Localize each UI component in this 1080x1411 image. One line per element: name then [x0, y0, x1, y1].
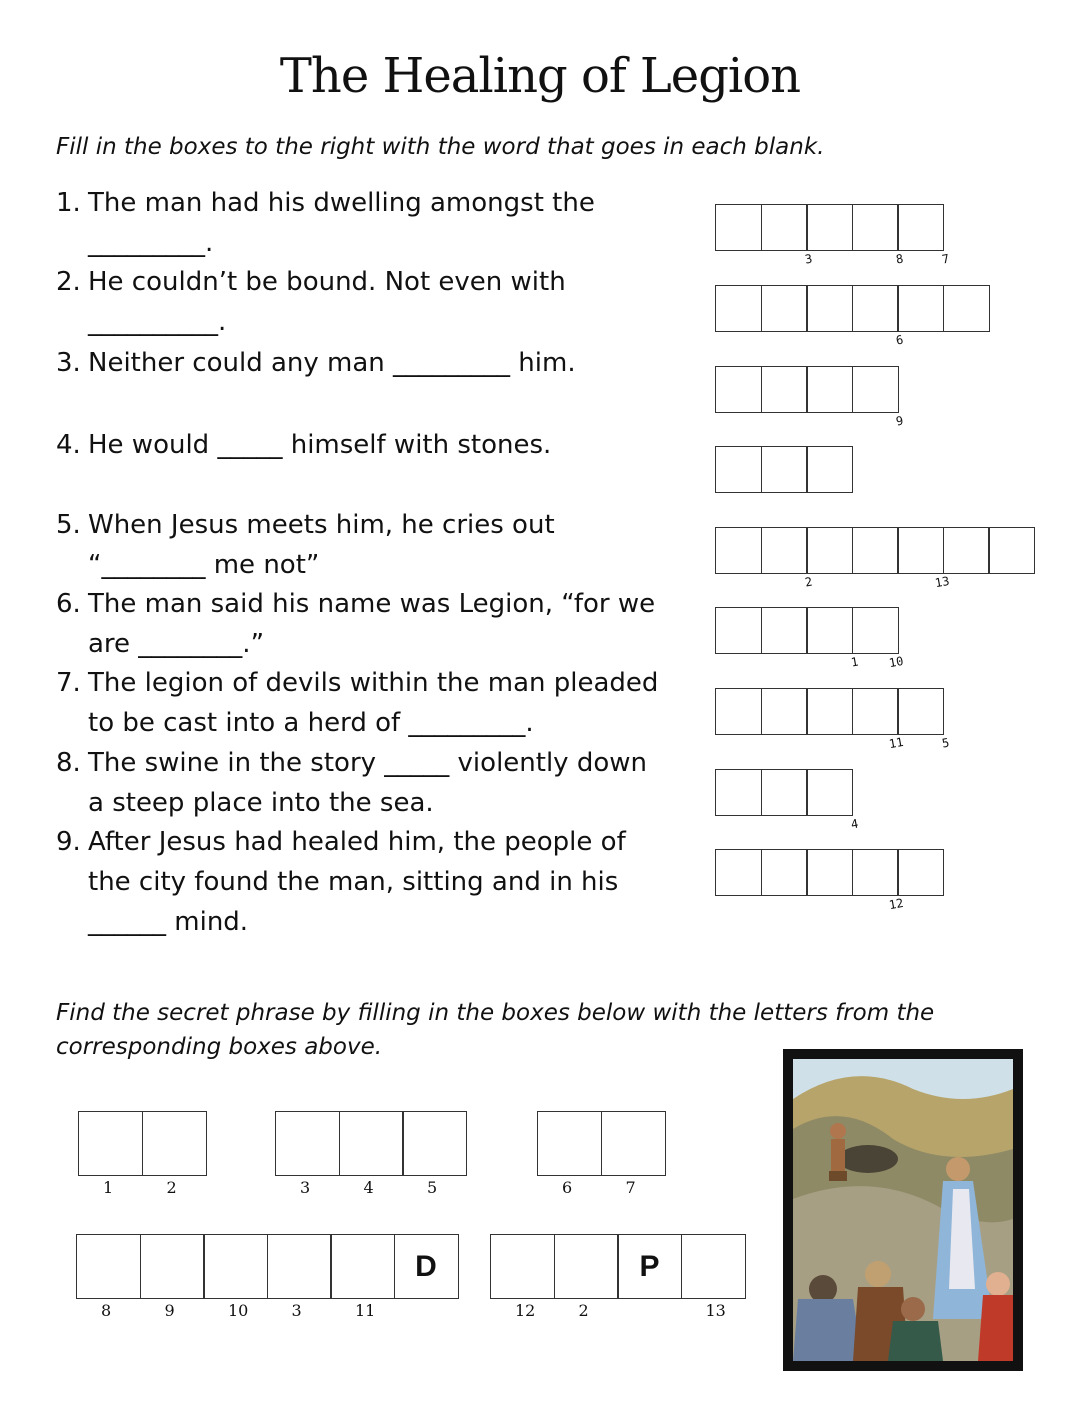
- question-text-continued: “________ me not”: [88, 550, 320, 580]
- secret-clue-number: 3: [291, 1301, 302, 1320]
- secret-clue-number: 4: [363, 1178, 374, 1197]
- secret-clue-number: 2: [578, 1301, 589, 1320]
- answer-boxes-3: [715, 366, 905, 429]
- question-5: [56, 505, 555, 585]
- answer-letter-box[interactable]: [715, 849, 762, 896]
- question-number: 7.: [56, 668, 81, 698]
- question-number: 4.: [56, 430, 81, 460]
- clue-number: 4: [849, 816, 860, 832]
- answer-letter-box[interactable]: [761, 527, 814, 590]
- secret-letter-box[interactable]: [601, 1111, 666, 1197]
- secret-clue-number: 6: [562, 1178, 573, 1197]
- answer-letter-box[interactable]: [715, 527, 762, 574]
- answer-letter-box[interactable]: [715, 204, 762, 251]
- question-number: 1.: [56, 188, 81, 218]
- answer-letter-box[interactable]: [715, 769, 762, 816]
- secret-letter-box[interactable]: [140, 1234, 205, 1320]
- question-number: 6.: [56, 589, 81, 619]
- clue-number: 2: [804, 574, 814, 590]
- question-text-continued: the city found the man, sitting and in his: [88, 867, 619, 897]
- secret-instructions-line-1: Find the secret phrase by filling in the boxes below with the letters from the: [56, 1000, 935, 1026]
- secret-letter-box[interactable]: [142, 1111, 207, 1197]
- answer-boxes-7: [715, 688, 951, 752]
- clue-number: 12: [887, 895, 905, 913]
- answer-letter-box[interactable]: [897, 204, 951, 267]
- answer-letter-box[interactable]: [852, 688, 905, 752]
- clue-number: 11: [887, 734, 905, 752]
- answer-letter-box[interactable]: [806, 446, 853, 493]
- answer-letter-box[interactable]: [988, 527, 1035, 574]
- secret-clue-number: 13: [705, 1301, 726, 1320]
- secret-letter: P: [639, 1249, 660, 1283]
- question-6: [56, 584, 655, 664]
- answer-letter-box[interactable]: [852, 849, 905, 913]
- answer-boxes-4: [715, 446, 853, 493]
- answer-letter-box[interactable]: [897, 688, 951, 751]
- question-text: He would _____ himself with stones.: [88, 430, 552, 460]
- answer-letter-box[interactable]: [806, 769, 860, 832]
- question-number: 8.: [56, 748, 81, 778]
- answer-letter-box[interactable]: [852, 285, 905, 348]
- secret-clue-number: 12: [515, 1301, 536, 1320]
- answer-letter-box[interactable]: [806, 527, 853, 574]
- answer-letter-box[interactable]: [761, 446, 808, 493]
- question-1: [56, 183, 595, 263]
- question-text: After Jesus had healed him, the people of: [88, 827, 626, 857]
- secret-clue-number: 3: [300, 1178, 311, 1197]
- question-text-continued: a steep place into the sea.: [88, 788, 434, 818]
- answer-letter-box[interactable]: [852, 366, 905, 429]
- question-2: [56, 262, 566, 342]
- clue-number: 6: [895, 332, 905, 348]
- secret-word-2: [275, 1111, 467, 1197]
- question-7: [56, 663, 658, 743]
- answer-letter-box[interactable]: [715, 607, 762, 654]
- secret-letter-box[interactable]: [330, 1234, 395, 1320]
- secret-word-3: [537, 1111, 666, 1197]
- clue-number: 10: [887, 653, 905, 671]
- question-text-continued: _________.: [88, 228, 214, 258]
- secret-word-4: [76, 1234, 459, 1320]
- secret-word-5: [490, 1234, 746, 1320]
- secret-letter-box[interactable]: [339, 1111, 404, 1197]
- answer-letter-box[interactable]: [761, 849, 808, 896]
- secret-letter-box[interactable]: [554, 1234, 619, 1320]
- secret-clue-number: 10: [228, 1301, 249, 1320]
- question-text-continued: to be cast into a herd of _________.: [88, 708, 534, 738]
- question-text: The legion of devils within the man pleaded: [88, 668, 659, 698]
- secret-letter-box[interactable]: [490, 1234, 555, 1320]
- answer-letter-box[interactable]: [715, 285, 762, 332]
- question-text: The man had his dwelling amongst the: [88, 188, 595, 218]
- answer-letter-box[interactable]: [806, 204, 853, 251]
- answer-letter-box[interactable]: [806, 607, 860, 670]
- question-text: The swine in the story _____ violently down: [88, 748, 647, 778]
- clue-number: 3: [804, 251, 814, 267]
- answer-letter-box[interactable]: [943, 527, 990, 574]
- secret-letter: D: [415, 1249, 437, 1283]
- secret-clue-number: 11: [355, 1301, 376, 1320]
- secret-letter-box[interactable]: [275, 1111, 340, 1197]
- answer-letter-box[interactable]: [715, 446, 762, 493]
- secret-letter-box[interactable]: [402, 1111, 467, 1197]
- answer-letter-box[interactable]: [897, 849, 944, 896]
- secret-clue-number: 9: [164, 1301, 175, 1320]
- secret-clue-number: 2: [166, 1178, 177, 1197]
- answer-letter-box[interactable]: [897, 285, 944, 332]
- instructions: Fill in the boxes to the right with the word that goes in each blank.: [56, 134, 825, 160]
- question-number: 2.: [56, 267, 81, 297]
- answer-letter-box[interactable]: [715, 688, 762, 735]
- answer-letter-box[interactable]: [806, 285, 853, 332]
- secret-letter-box[interactable]: [537, 1111, 602, 1197]
- answer-letter-box[interactable]: [761, 285, 808, 332]
- answer-boxes-8: [715, 769, 860, 832]
- clue-number: 8: [895, 251, 905, 267]
- question-3: [56, 343, 576, 383]
- secret-letter-box[interactable]: [78, 1111, 143, 1197]
- question-text-continued: are ________.”: [88, 629, 265, 659]
- secret-clue-number: 7: [625, 1178, 636, 1197]
- question-9: [56, 822, 626, 942]
- answer-boxes-5: [715, 527, 1035, 591]
- answer-letter-box[interactable]: [943, 285, 990, 332]
- clue-number: 9: [895, 413, 905, 429]
- question-text: The man said his name was Legion, “for we: [88, 589, 656, 619]
- secret-letter-box[interactable]: [203, 1234, 268, 1320]
- jesus-and-legion-illustration: [793, 1059, 1013, 1361]
- answer-boxes-2: [715, 285, 990, 348]
- answer-letter-box[interactable]: [761, 204, 814, 267]
- secret-clue-number: 5: [427, 1178, 438, 1197]
- secret-word-1: [78, 1111, 207, 1197]
- answer-letter-box[interactable]: [761, 607, 808, 654]
- question-text-continued: ______ mind.: [88, 907, 249, 937]
- question-text-continued: __________.: [88, 307, 227, 337]
- answer-letter-box[interactable]: [852, 607, 905, 671]
- clue-number: 13: [933, 573, 951, 591]
- answer-letter-box[interactable]: [806, 688, 853, 735]
- answer-letter-box[interactable]: [761, 366, 808, 413]
- answer-letter-box[interactable]: [806, 849, 853, 896]
- question-4: [56, 425, 551, 465]
- answer-boxes-6: [715, 607, 905, 671]
- secret-clue-number: 1: [103, 1178, 114, 1197]
- page-title: The Healing of Legion: [279, 48, 801, 104]
- question-text: When Jesus meets him, he cries out: [88, 510, 555, 540]
- clue-number: 1: [849, 654, 860, 670]
- secret-letter-box[interactable]: [394, 1234, 459, 1299]
- illustration-frame: [783, 1049, 1023, 1371]
- question-text: Neither could any man _________ him.: [88, 348, 576, 378]
- secret-instructions-line-2: corresponding boxes above.: [56, 1034, 383, 1060]
- question-8: [56, 743, 647, 823]
- answer-letter-box[interactable]: [897, 527, 951, 591]
- answer-letter-box[interactable]: [761, 769, 808, 816]
- answer-letter-box[interactable]: [852, 204, 905, 267]
- answer-letter-box[interactable]: [715, 366, 762, 413]
- secret-letter-box[interactable]: [267, 1234, 332, 1320]
- secret-letter-box[interactable]: [76, 1234, 141, 1320]
- answer-boxes-1: [715, 204, 951, 267]
- secret-letter-box[interactable]: [617, 1234, 682, 1299]
- answer-letter-box[interactable]: [761, 688, 808, 735]
- answer-letter-box[interactable]: [852, 527, 899, 574]
- question-number: 5.: [56, 510, 81, 540]
- question-text: He couldn’t be bound. Not even with: [88, 267, 566, 297]
- secret-clue-number: 8: [101, 1301, 112, 1320]
- question-number: 3.: [56, 348, 81, 378]
- answer-letter-box[interactable]: [806, 366, 853, 413]
- clue-number: 5: [940, 735, 951, 751]
- clue-number: 7: [940, 251, 951, 267]
- answer-boxes-9: [715, 849, 944, 913]
- question-number: 9.: [56, 827, 81, 857]
- secret-letter-box[interactable]: [681, 1234, 746, 1320]
